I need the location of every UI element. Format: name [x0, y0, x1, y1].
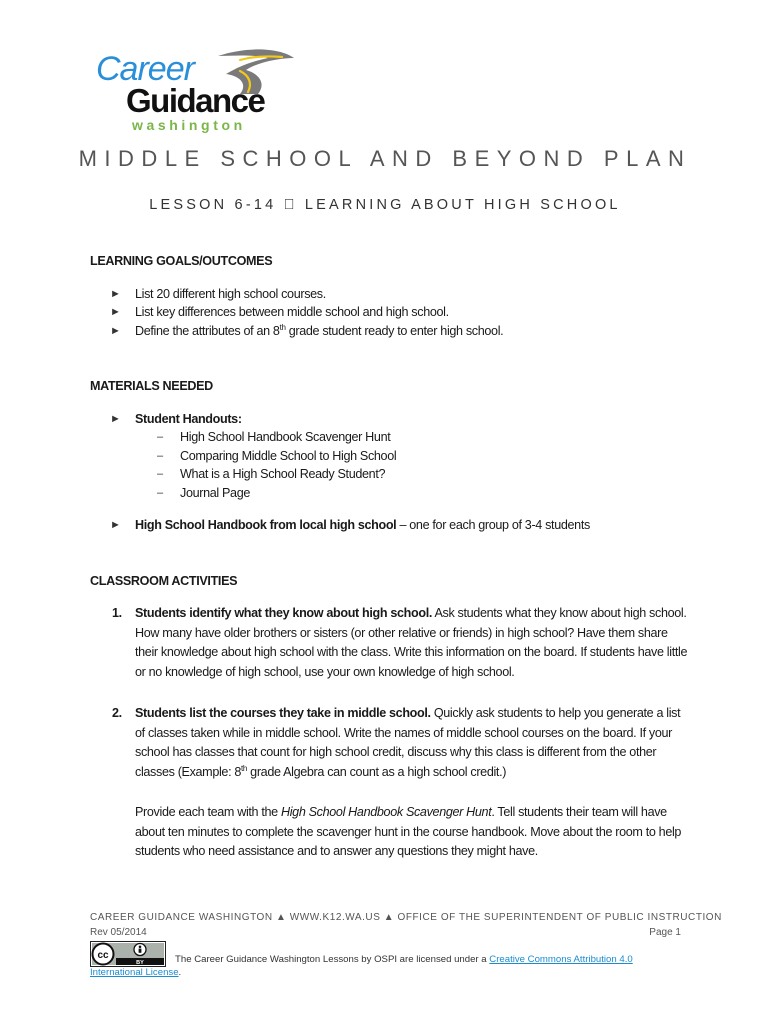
- handout-item: – Comparing Middle School to High School: [135, 447, 690, 466]
- footer-organization: CAREER GUIDANCE WASHINGTON ▲ WWW.K12.WA.US ▲ OFFICE OF THE SUPERINTENDENT OF PUBLIC INSTRUCTION: [90, 912, 722, 923]
- lesson-title: LESSON 6-14 LEARNING ABOUT HIGH SCHOOL: [159, 197, 611, 213]
- logo-text-career: Career: [96, 50, 194, 88]
- handout-item: – Journal Page: [135, 484, 690, 503]
- goal-item: ► List key differences between middle school and high school.: [90, 303, 690, 322]
- career-guidance-logo: [90, 44, 300, 136]
- svg-text:BY: BY: [136, 960, 144, 966]
- activities-list: [90, 604, 690, 862]
- activity-paragraph: Provide each team with the High School Handbook Scavenger Hunt. Tell students their team will have about ten minutes to complete the scavenger hunt in the course handbook. Move about the room to help students who need assistance and to answer any questions they might have.: [135, 805, 682, 858]
- handouts-list: [135, 428, 690, 502]
- materials-list: [90, 410, 690, 535]
- activities-heading: CLASSROOM ACTIVITIES: [90, 573, 238, 588]
- material-item-handbook: ► High School Handbook from local high school – one for each group of 3-4 students: [90, 516, 690, 535]
- logo-graphic: [90, 44, 300, 136]
- activity-number: 2.: [112, 706, 122, 720]
- goals-heading: LEARNING GOALS/OUTCOMES: [90, 254, 273, 268]
- license-link[interactable]: Creative Commons Attribution 4.0 International License: [90, 954, 633, 978]
- document-title: MIDDLE SCHOOL AND BEYOND PLAN: [78, 146, 692, 171]
- handout-item: – What is a High School Ready Student?: [135, 465, 690, 484]
- footer-revision: Rev 05/2014: [90, 927, 147, 938]
- lesson-content: [90, 252, 690, 862]
- logo-text-guidance: Guidance: [126, 82, 265, 119]
- license-notice: The Career Guidance Washington Lessons by OSPI are licensed under a Creative Commons Attribution 4.0 International License.: [90, 954, 633, 978]
- goal-item: ► List 20 different high school courses.: [90, 285, 690, 304]
- footer-page-number: Page 1: [649, 927, 681, 938]
- activity-number: 1.: [112, 606, 122, 620]
- handout-item: – High School Handbook Scavenger Hunt: [135, 428, 690, 447]
- goals-list: [90, 285, 690, 341]
- svg-text:cc: cc: [97, 950, 109, 961]
- logo-text-washington: washington: [132, 117, 246, 133]
- material-item-handouts: ► Student Handouts: – High School Handbook Scavenger Hunt – Comparing Middle School to High School – What is a High School Ready Student? – Journal Page: [90, 410, 690, 517]
- goal-item: ► Define the attributes of an 8th grade student ready to enter high school.: [90, 322, 690, 341]
- materials-heading: MATERIALS NEEDED: [90, 379, 213, 393]
- activity-item: 1. Students identify what they know about high school. Ask students what they know about high school. How many have older brothers or sisters (or other relative or friends) in high school? Have them share their knowledge about high school with the class. Write this information on the board. If students have little or no knowledge of high school, use your own knowledge of high school.: [112, 606, 688, 679]
- activity-item: 2. Students list the courses they take in middle school. Quickly ask students to help you generate a list of classes taken while in middle school. Write the names of middle school courses on the board. If your school has classes that count for high school credit, discuss why this class is different from the other classes (Example: 8th grade Algebra can count as a high school credit.) Provide each team with the High School Handbook Scavenger Hunt. Tell students their team will have about ten minutes to complete the scavenger hunt in the course handbook. Move about the room to help students who need assistance and to answer any questions they might have.: [90, 704, 690, 862]
